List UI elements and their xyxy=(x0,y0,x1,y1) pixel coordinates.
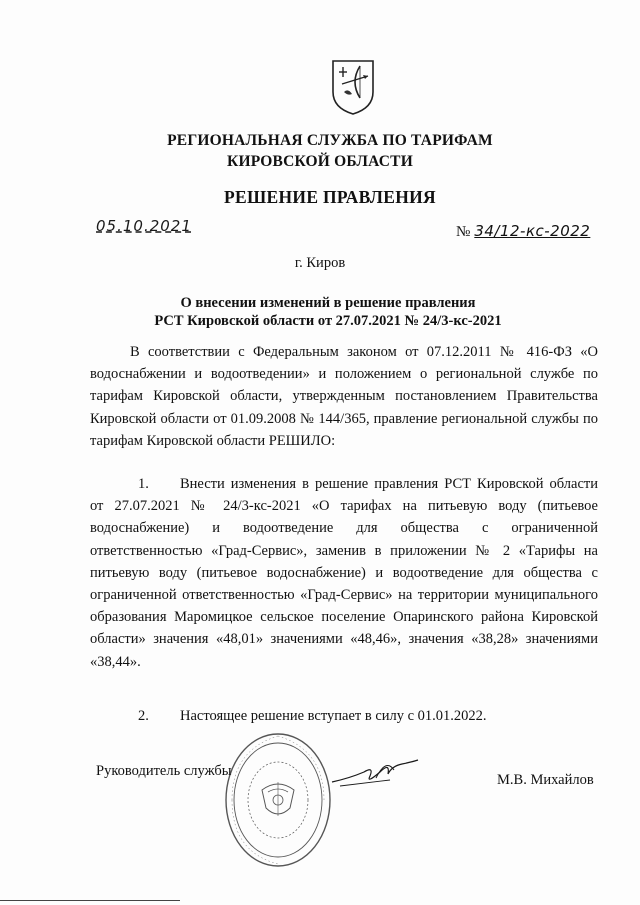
document-type-title: РЕШЕНИЕ ПРАВЛЕНИЯ xyxy=(224,187,436,207)
signatory-position: Руководитель службы xyxy=(96,763,232,779)
document-number xyxy=(456,222,590,241)
coat-of-arms-icon xyxy=(330,58,376,116)
item-text: Внести изменения в решение правления РСТ Кировской области от 27.07.2021 № 24/3-кс-2021 «О тарифах на питьевую воду (питьевое водоснабжение) и водоотведение для общества с ограниченной ответственностью «Град-Сервис», заменив в приложении № 2 «Тарифы на питьевую воду (питьевое водоснабжение) и водоотведение для общества с ограниченной ответственностью «Град-Сервис» на территории муниципального образования Маромицкое сельское поселение Опаринского района Кировской области» значения «48,01» значениями «48,46», значения «38,28» значениями «38,44». xyxy=(90,476,598,670)
item-text: Настоящее решение вступает в силу с 01.01.2022. xyxy=(180,708,487,724)
item-number: 2. xyxy=(138,708,149,724)
subject-line2: РСТ Кировской области от 27.07.2021 № 24/3-кс-2021 xyxy=(154,313,502,329)
decision-item-2 xyxy=(90,705,598,727)
decision-item-1 xyxy=(90,473,598,673)
organization-name-line2: КИРОВСКОЙ ОБЛАСТИ xyxy=(227,153,413,170)
city: г. Киров xyxy=(294,255,346,271)
subject-line1: О внесении изменений в решение правления xyxy=(180,295,476,311)
signatory-name: М.В. Михайлов xyxy=(497,772,594,788)
organization-name-line1: РЕГИОНАЛЬНАЯ СЛУЖБА ПО ТАРИФАМ xyxy=(167,132,493,149)
official-seal xyxy=(222,730,334,870)
number-sign: № xyxy=(456,224,471,240)
preamble-paragraph: В соответствии с Федеральным законом от 07.12.2011 № 416-ФЗ «О водоснабжении и водоотведении» и положением о региональной службе по тарифам Кировской области, утвержденным постановлением Правительства Кировской области от 01.09.2008 № 144/365, правление региональной службы по тарифам Кировской области РЕШИЛО: xyxy=(90,344,598,449)
document-number-value: 34/12-кс-2022 xyxy=(474,222,591,240)
document-date: 05.10.2021 xyxy=(96,217,192,235)
footer-divider xyxy=(0,900,180,901)
handwritten-signature xyxy=(330,752,420,792)
item-number: 1. xyxy=(138,476,149,492)
